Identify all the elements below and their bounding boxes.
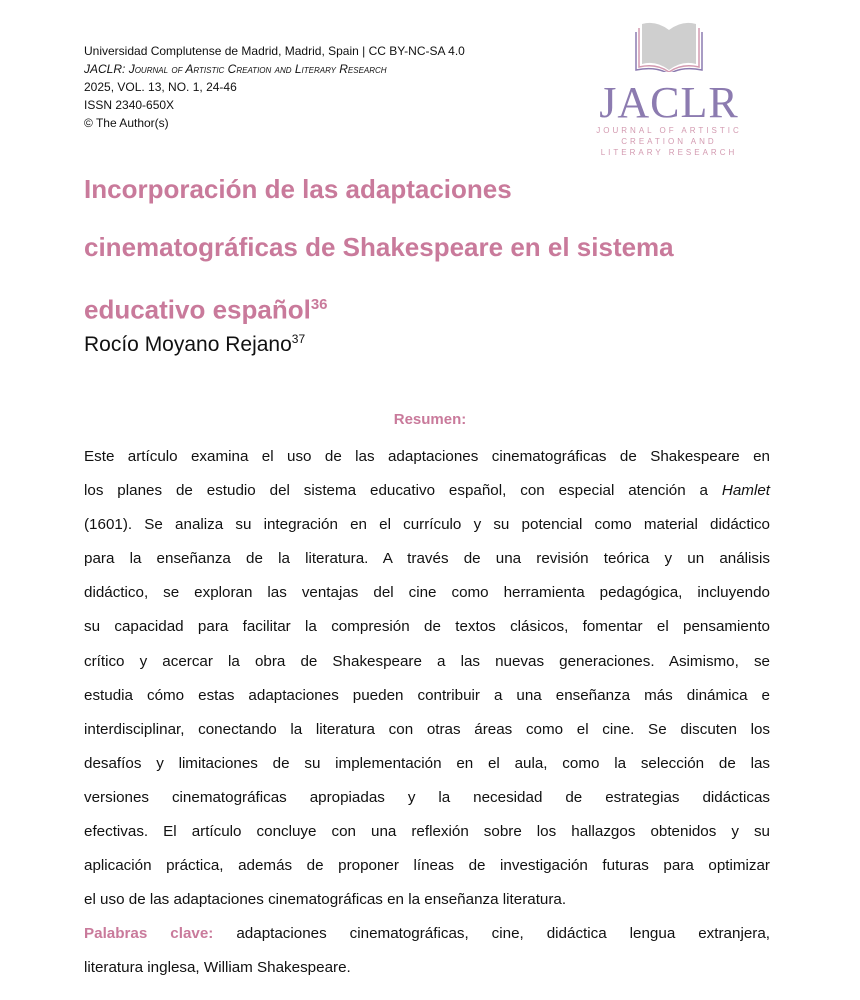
article-title (84, 160, 724, 339)
abstract-line: para la enseñanza de la literatura. A través de una revisión teórica y un análisis (84, 550, 770, 568)
abstract-heading: Resumen: (393, 411, 467, 428)
abstract-line: crítico y acercar la obra de Shakespeare a las nuevas generaciones. Asimismo, se (84, 652, 770, 670)
logo-wordmark: JACLR (599, 78, 739, 127)
institution-license: Universidad Complutense de Madrid, Madrid, Spain | CC BY-NC-SA 4.0 (84, 44, 465, 58)
logo-subtitle-1: JOURNAL OF ARTISTIC (596, 126, 742, 135)
abstract-line: interdisciplinar, conectando la literatura con otras áreas como el cine. Se discuten los (84, 720, 770, 738)
abstract-line: desafíos y limitaciones de su implementación en el aula, como la selección de las (84, 754, 770, 772)
abstract-line: aplicación práctica, además de proponer líneas de investigación futuras para optimizar (84, 857, 770, 875)
keywords-label: Palabras clave: (84, 925, 214, 943)
title-line: Incorporación de las adaptaciones (84, 174, 512, 204)
abstract-line (84, 474, 770, 508)
journal-abbr: JACLR: (84, 62, 126, 76)
keywords-line (84, 917, 770, 951)
issn: ISSN 2340-650X (84, 98, 175, 112)
logo-subtitle-2: CREATION AND (621, 137, 717, 146)
title-line (84, 276, 724, 339)
abstract-text: los planes de estudio del sistema educativo español, con especial atención a (84, 482, 722, 500)
abstract-line: (1601). Se analiza su integración en el currículo y su potencial como material didáctico (84, 516, 770, 534)
hamlet-title: Hamlet (721, 482, 770, 500)
abstract-line: versiones cinematográficas apropiadas y la necesidad de estrategias didácticas (84, 788, 770, 806)
keywords-line: literatura inglesa, William Shakespeare. (84, 959, 351, 977)
title-line: cinematográficas de Shakespeare en el sistema (84, 232, 674, 262)
journal-name (84, 60, 465, 78)
logo-subtitle-3: LITERARY RESEARCH (600, 148, 738, 157)
journal-header (84, 42, 465, 132)
abstract-line: Este artículo examina el uso de las adaptaciones cinematográficas de Shakespeare en (84, 448, 770, 465)
author-footnote[interactable]: 37 (291, 332, 306, 346)
open-book-icon (634, 20, 704, 72)
abstract-line: efectivas. El artículo concluye con una reflexión sobre los hallazgos obtenidos y su (84, 823, 770, 841)
title-text: educativo español (84, 294, 311, 325)
volume-info: 2025, VOL. 13, NO. 1, 24-46 (84, 80, 237, 94)
author-text: Rocío Moyano Rejano (84, 333, 292, 356)
author-name (84, 332, 305, 357)
abstract-line: estudia cómo estas adaptaciones pueden contribuir a una enseñanza más dinámica e (84, 686, 770, 704)
title-footnote[interactable]: 36 (310, 296, 328, 313)
abstract-line: el uso de las adaptaciones cinematográficas en la enseñanza literatura. (84, 891, 567, 909)
abstract-line: su capacidad para facilitar la compresión de textos clásicos, fomentar el pensamiento (84, 618, 770, 636)
jaclr-logo (596, 20, 742, 157)
abstract-body (84, 440, 770, 986)
copyright: © The Author(s) (84, 116, 169, 130)
journal-full-name: Journal of Artistic Creation and Literary Research (128, 62, 387, 76)
abstract-line: didáctico, se exploran las ventajas del cine como herramienta pedagógica, incluyendo (84, 584, 770, 602)
keywords-text: adaptaciones cinematográficas, cine, didáctica lengua extranjera, (213, 925, 770, 943)
